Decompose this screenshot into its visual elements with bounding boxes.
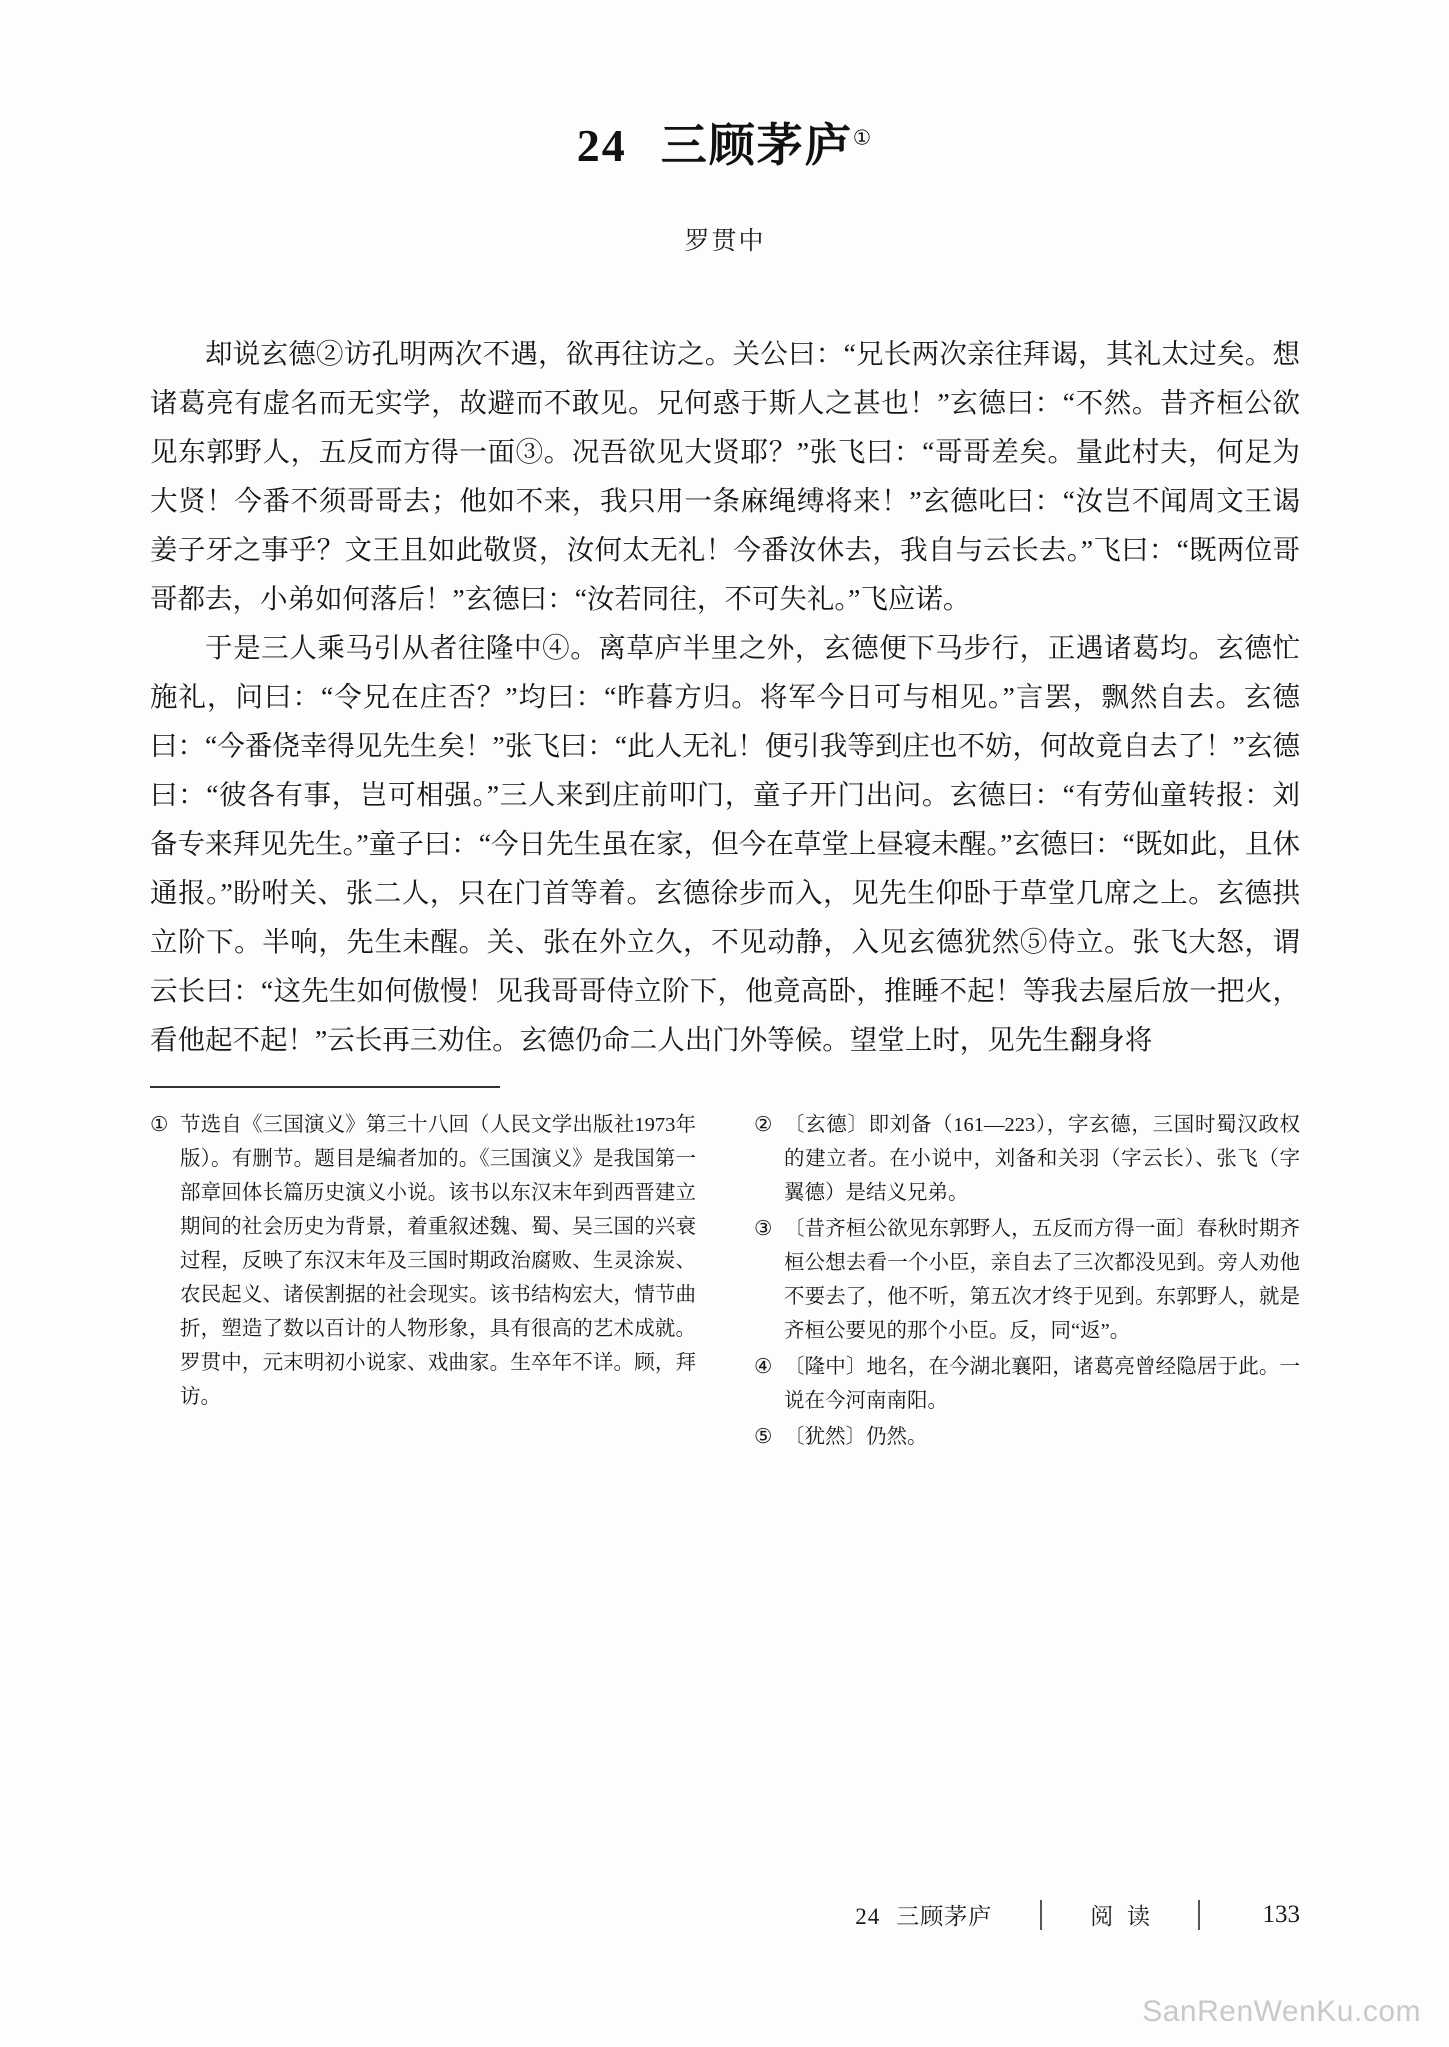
footnote-marker: ②	[754, 1114, 773, 1137]
footer-chapter	[855, 1898, 992, 1931]
footer-divider	[1040, 1900, 1042, 1930]
footnote-marker: ③	[754, 1218, 773, 1241]
footnote-item	[754, 1108, 1300, 1210]
body-text	[150, 329, 1300, 1064]
author-name: 罗贯中	[684, 228, 766, 256]
watermark: SanRenWenKu.com	[1142, 1995, 1421, 2028]
footer-chapter-title: 三顾茅庐	[896, 1904, 993, 1929]
footnote-item	[754, 1350, 1300, 1418]
footer-chapter-number: 24	[855, 1904, 881, 1929]
paragraph: 却说玄德②访孔明两次不遇，欲再往访之。关公曰：“兄长两次亲往拜谒，其礼太过矣。想诸葛亮有虚名而无实学，故避而不敢见。兄何惑于斯人之甚也！”玄德曰：“不然。昔齐桓公欲见东郭野人，五反而方得一面③。况吾欲见大贤耶？”张飞曰：“哥哥差矣。量此村夫，何足为大贤！今番不须哥哥去；他如不来，我只用一条麻绳缚将来！”玄德叱曰：“汝岂不闻周文王谒姜子牙之事乎？文王且如此敬贤，汝何太无礼！今番汝休去，我自与云长去。”飞曰：“既两位哥哥都去，小弟如何落后！”玄德曰：“汝若同往，不可失礼。”飞应诺。	[150, 338, 1300, 615]
title-block	[150, 0, 1300, 257]
footnote-item	[754, 1420, 1300, 1454]
title-text: 三顾茅庐	[660, 120, 853, 171]
footnote-item	[754, 1212, 1300, 1348]
footnote-marker: ⑤	[754, 1426, 773, 1449]
footnote-marker: ④	[754, 1356, 773, 1379]
page-title	[150, 118, 1300, 173]
page-number: 133	[1262, 1900, 1300, 1928]
footnote-text: 〔隆中〕地名，在今湖北襄阳，诸葛亮曾经隐居于此。一说在今河南南阳。	[784, 1356, 1300, 1413]
page-content	[150, 0, 1300, 1456]
footnotes-left-column	[150, 1108, 696, 1456]
footer-divider-2	[1198, 1900, 1200, 1930]
footer-section: 阅 读	[1090, 1904, 1154, 1929]
footnotes	[150, 1108, 1300, 1456]
footnotes-right-column	[754, 1108, 1300, 1456]
footnote-item	[150, 1108, 696, 1414]
footnote-marker: ①	[150, 1114, 169, 1137]
footnote-text: 〔玄德〕即刘备（161—223），字玄德，三国时蜀汉政权的建立者。在小说中，刘备和关羽（字云长）、张飞（字翼德）是结义兄弟。	[784, 1114, 1300, 1205]
title-number: 24	[576, 120, 627, 171]
paragraph: 于是三人乘马引从者往隆中④。离草庐半里之外，玄德便下马步行，正遇诸葛均。玄德忙施礼，问曰：“令兄在庄否？”均曰：“昨暮方归。将军今日可与相见。”言罢，飘然自去。玄德曰：“今番侥幸得见先生矣！”张飞曰：“此人无礼！便引我等到庄也不妨，何故竟自去了！”玄德曰：“彼各有事，岂可相强。”三人来到庄前叩门，童子开门出问。玄德曰：“有劳仙童转报：刘备专来拜见先生。”童子曰：“今日先生虽在家，但今在草堂上昼寝未醒。”玄德曰：“既如此，且休通报。”盼咐关、张二人，只在门首等着。玄德徐步而入，见先生仰卧于草堂几席之上。玄德拱立阶下。半响，先生未醒。关、张在外立久，不见动静，入见玄德犹然⑤侍立。张飞大怒，谓云长曰：“这先生如何傲慢！见我哥哥侍立阶下，他竟高卧，推睡不起！等我去屋后放一把火，看他起不起！”云长再三劝住。玄德仍命二人出门外等候。望堂上时，见先生翻身将	[150, 632, 1300, 1056]
footnote-text: 〔昔齐桓公欲见东郭野人，五反而方得一面〕春秋时期齐桓公想去看一个小臣，亲自去了三次都没见到。旁人劝他不要去了，他不听，第五次才终于见到。东郭野人，就是齐桓公要见的那个小臣。反，同“返”。	[784, 1218, 1300, 1343]
title-footnote-marker: ①	[852, 127, 874, 150]
page-footer	[150, 1898, 1300, 1931]
footnote-separator-rule	[150, 1086, 500, 1088]
footnote-text: 〔犹然〕仍然。	[784, 1426, 928, 1449]
footnote-text: 节选自《三国演义》第三十八回（人民文学出版社1973年版）。有删节。题目是编者加的。《三国演义》是我国第一部章回体长篇历史演义小说。该书以东汉末年到西晋建立期间的社会历史为背景，着重叙述魏、蜀、吴三国的兴衰过程，反映了东汉末年及三国时期政治腐败、生灵涂炭、农民起义、诸侯割据的社会现实。该书结构宏大，情节曲折，塑造了数以百计的人物形象，具有很高的艺术成就。罗贯中，元末明初小说家、戏曲家。生卒年不详。顾，拜访。	[180, 1114, 696, 1409]
